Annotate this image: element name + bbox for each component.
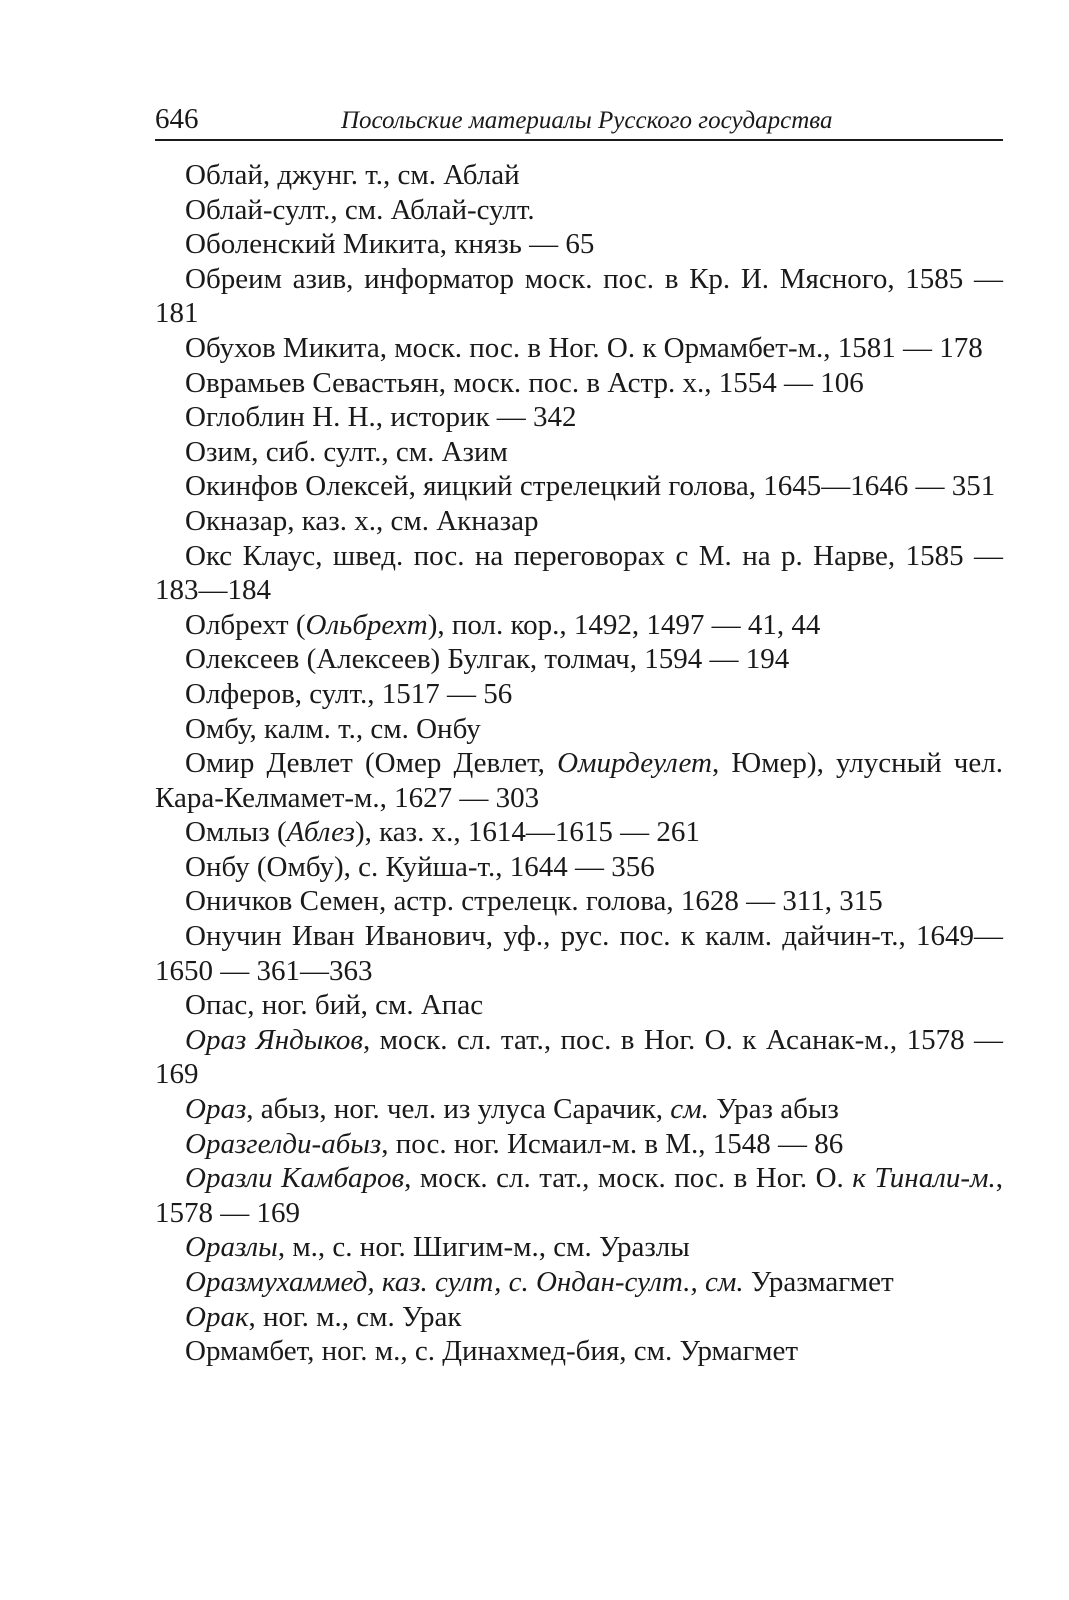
entry-text: Уразмагмет: [743, 1266, 894, 1298]
entry-text: Олферов, султ., 1517 — 56: [185, 677, 513, 710]
index-entry: [155, 1230, 1003, 1265]
entry-text: Опас, ног. бий, см. Апас: [185, 989, 484, 1022]
index-entry: [155, 1127, 1003, 1162]
index-entry: [155, 1265, 1003, 1300]
entry-text: Омлыз (: [185, 816, 287, 849]
index-entry: [155, 1334, 1003, 1369]
entry-text: Омир Девлет (Омер Девлет,: [185, 747, 558, 780]
index-entry: [155, 1300, 1003, 1335]
index-entry: [155, 746, 1003, 815]
italic-text: Ораз Яндыков: [185, 1023, 363, 1056]
entry-text: , ног. м., см. Урак: [248, 1300, 462, 1333]
italic-text: Ольбрехт: [305, 608, 428, 641]
index-entry: [155, 193, 1003, 228]
entry-text: Окназар, каз. х., см. Акназар: [185, 504, 539, 537]
entry-text: Ормамбет, ног. м., с. Динахмед-бия, см. Урмагмет: [185, 1335, 798, 1368]
page-header: [155, 100, 1003, 140]
italic-text: Оразгелди-абыз: [185, 1127, 382, 1160]
italic-text: Ораз: [185, 1093, 247, 1126]
header-rule: [155, 139, 1003, 141]
entry-text: , пос. ног. Исмаил-м. в М., 1548 — 86: [381, 1127, 844, 1160]
entry-text: Олбрехт (: [185, 608, 306, 641]
entry-text: ), каз. х., 1614—1615 — 261: [354, 816, 700, 849]
index-entry: [155, 884, 1003, 919]
italic-text: Оразли Камбаров: [185, 1162, 405, 1195]
entry-text: Обухов Микита, моск. пос. в Ног. О. к Ормамбет-м., 1581 — 178: [185, 331, 983, 364]
entry-text: , Юмер), улусный чел. Кара-Келмамет-м., 1627 — 303: [155, 747, 1003, 814]
entry-text: Облай-султ., см. Аблай-султ.: [185, 193, 535, 226]
italic-text: Омирдеулет: [557, 747, 712, 780]
entry-text: Оврамьев Севастьян, моск. пос. в Астр. х., 1554 — 106: [185, 366, 864, 399]
index-entry: [155, 642, 1003, 677]
index-entry: [155, 1161, 1003, 1230]
entry-text: Обреим азив, информатор моск. пос. в Кр. И. Мясного, 1585 — 181: [155, 262, 1003, 330]
entry-text: Оглоблин Н. Н., историк — 342: [185, 401, 577, 434]
index-entry: [155, 539, 1003, 608]
italic-text: Оразмухаммед, каз. султ, с. Ондан-султ., см.: [185, 1266, 744, 1298]
index-entry: [155, 262, 1003, 331]
entry-text: Озим, сиб. султ., см. Азим: [185, 435, 508, 468]
entry-text: Олексеев (Алексеев) Булгак, толмач, 1594 — 194: [185, 643, 790, 676]
entry-text: , 1578 — 169: [155, 1162, 1003, 1229]
index-entry: [155, 988, 1003, 1023]
index-entries: [155, 158, 1003, 1369]
entry-text: , абыз, ног. чел. из улуса Сарачик,: [246, 1093, 671, 1126]
entry-text: , моск. сл. тат., моск. пос. в Ног. О.: [404, 1162, 853, 1195]
index-entry: [155, 227, 1003, 262]
page-number: 646: [155, 103, 199, 135]
entry-text: Оничков Семен, астр. стрелецк. голова, 1628 — 311, 315: [185, 885, 883, 918]
index-entry: [155, 331, 1003, 366]
italic-text: Орак: [185, 1300, 249, 1333]
index-entry: [155, 158, 1003, 193]
entry-text: Облай, джунг. т., см. Аблай: [185, 159, 520, 191]
entry-text: Окинфов Олексей, яицкий стрелецкий голова, 1645—1646 — 351: [185, 470, 996, 503]
entry-text: Онучин Иван Иванович, уф., рус. пос. к калм. дайчин-т., 1649—1650 — 361—363: [155, 920, 1003, 987]
italic-text: Аблез: [286, 816, 355, 849]
index-entry: [155, 1023, 1003, 1092]
index-entry: [155, 608, 1003, 643]
italic-text: Оразлы: [185, 1231, 278, 1264]
index-entry: [155, 850, 1003, 885]
index-entry: [155, 712, 1003, 747]
entry-text: Онбу (Омбу), с. Куйша-т., 1644 — 356: [185, 850, 655, 883]
italic-text: см.: [670, 1093, 709, 1126]
index-entry: [155, 400, 1003, 435]
entry-text: Оболенский Микита, князь — 65: [185, 228, 595, 261]
index-entry: [155, 469, 1003, 504]
italic-text: к Тинали-м.: [852, 1162, 996, 1195]
index-entry: [155, 815, 1003, 850]
running-title: Посольские материалы Русского государства: [341, 107, 833, 134]
entry-text: , моск. сл. тат., пос. в Ног. О. к Асанак-м., 1578 — 169: [155, 1023, 1004, 1091]
entry-text: Окс Клаус, швед. пос. на переговорах с М. на р. Нарве, 1585 — 183—184: [155, 539, 1003, 607]
index-entry: [155, 1092, 1003, 1127]
index-entry: [155, 366, 1003, 401]
index-entry: [155, 504, 1003, 539]
entry-text: , м., с. ног. Шигим-м., см. Уразлы: [277, 1231, 690, 1264]
entry-text: Ураз абыз: [708, 1093, 839, 1126]
index-entry: [155, 919, 1003, 988]
index-entry: [155, 677, 1003, 712]
entry-text: Омбу, калм. т., см. Онбу: [185, 712, 481, 745]
index-entry: [155, 435, 1003, 470]
entry-text: ), пол. кор., 1492, 1497 — 41, 44: [427, 608, 821, 641]
